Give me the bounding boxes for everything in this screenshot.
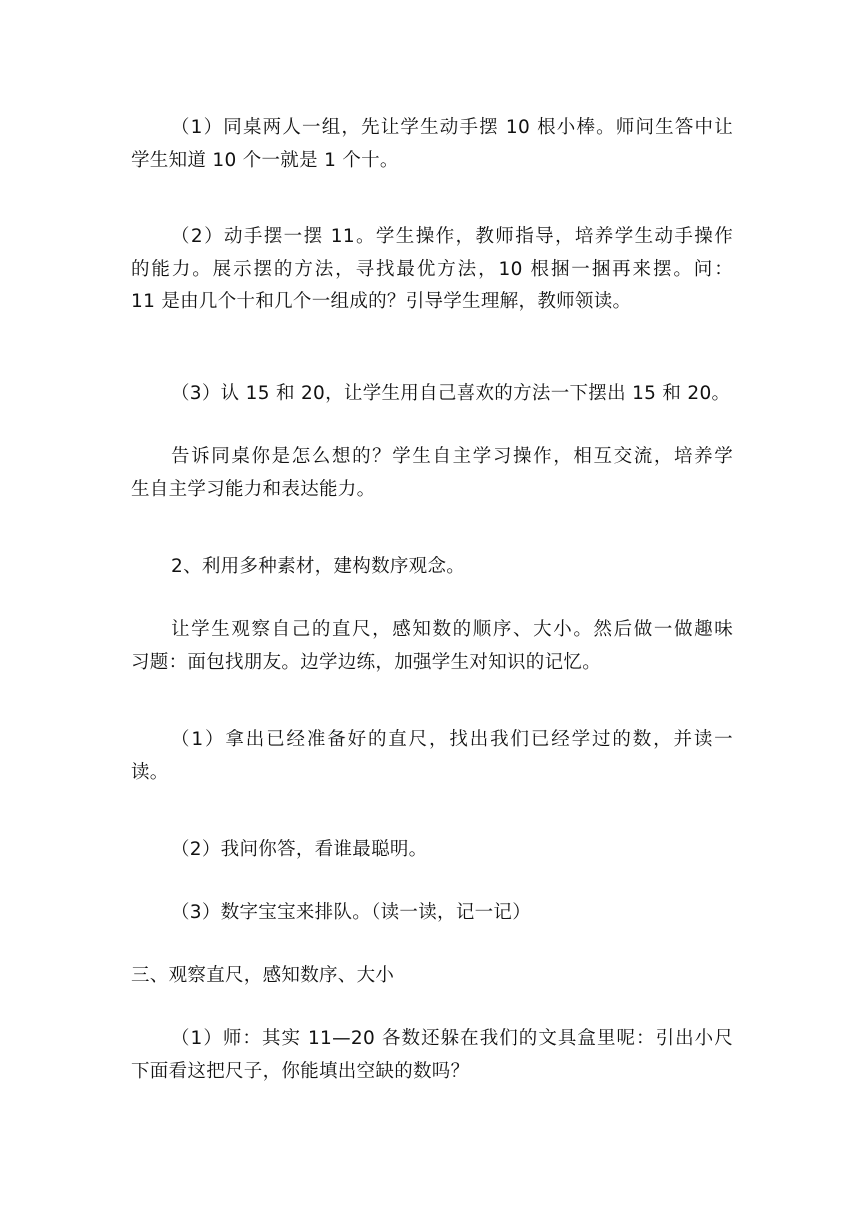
text-line: 告诉同桌你是怎么想的？学生自主学习操作，相互交流，培养学 [171,446,733,467]
text-line: （2）我问你答，看谁最聪明。 [171,839,428,860]
text-line: 读。 [131,761,169,783]
text-line: 2、利用多种素材，建构数序观念。 [171,556,466,577]
text-line: 三、观察直尺，感知数序、大小 [131,965,395,986]
text-line: （1）拿出已经准备好的直尺，找出我们已经学过的数，并读一 [171,729,733,750]
text-line: （3）认 15 和 20，让学生用自己喜欢的方法一下摆出 15 和 20。 [171,383,731,404]
paragraph-6 [131,614,733,679]
paragraph-7 [131,724,733,789]
text-line: 下面看这把尺子，你能填出空缺的数吗？ [131,1060,470,1082]
paragraph-3 [131,378,733,411]
text-line: （1）师：其实 11—20 各数还躲在我们的文具盒里呢：引出小尺 [171,1028,733,1049]
paragraph-4 [131,441,733,506]
text-line: 11 是由几个十和几个一组成的？引导学生理解，教师领读。 [131,291,632,312]
text-line: （1）同桌两人一组，先让学生动手摆 10 根小棒。师问生答中让 [171,117,733,138]
paragraph-2 [131,221,733,319]
paragraph-11 [131,1023,733,1088]
text-line: （2）动手摆一摆 11。学生操作，教师指导，培养学生动手操作 [171,226,733,247]
text-line: 的能力。展示摆的方法，寻找最优方法，10 根捆一捆再来摆。问： [131,258,733,280]
text-line: 让学生观察自己的直尺，感知数的顺序、大小。然后做一做趣味 [171,619,733,640]
text-line: 学生知道 10 个一就是 1 个十。 [131,149,399,171]
section-heading [131,960,733,993]
text-line: 生自主学习能力和表达能力。 [131,478,376,500]
text-line: 习题：面包找朋友。边学边练，加强学生对知识的记忆。 [131,651,602,673]
paragraph-5 [131,551,733,584]
text-line: （3）数字宝宝来排队。（读一读，记一记） [171,902,532,923]
paragraph-8 [131,834,733,867]
paragraph-1 [131,112,733,177]
paragraph-9 [131,897,733,930]
